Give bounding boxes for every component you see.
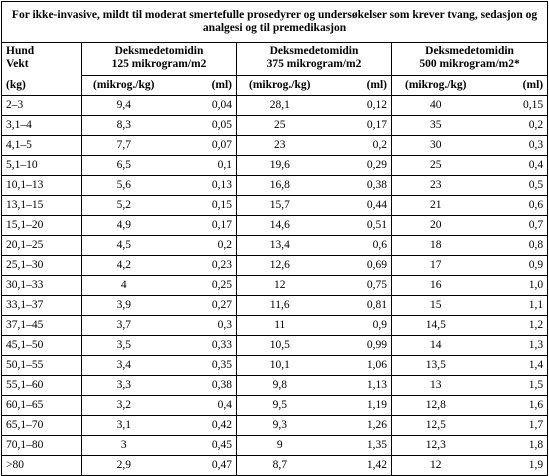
dose-125-ml-cell: 0,04 xyxy=(166,96,237,116)
group-header-125 xyxy=(82,43,237,76)
dose-125-ml-cell: 0,23 xyxy=(166,256,237,276)
unit-ml: (ml) xyxy=(323,76,392,96)
dose-375-mikrog-cell: 8,7 xyxy=(237,456,323,476)
table-row xyxy=(2,176,548,196)
dose-375-mikrog-cell: 9,3 xyxy=(237,416,323,436)
dose-375-mikrog-cell: 28,1 xyxy=(237,96,323,116)
dose-500-ml-cell: 0,3 xyxy=(480,136,548,156)
dose-500-ml-cell: 1,9 xyxy=(480,456,548,476)
group-name: Deksmedetomidin xyxy=(425,45,514,57)
dose-500-mikrog-cell: 14,5 xyxy=(392,316,480,336)
weight-cell: 50,1–55 xyxy=(2,356,82,376)
dose-375-ml-cell: 0,75 xyxy=(323,276,392,296)
dose-500-mikrog-cell: 20 xyxy=(392,216,480,236)
dose-500-ml-cell: 1,0 xyxy=(480,276,548,296)
dose-375-ml-cell: 0,44 xyxy=(323,196,392,216)
dose-500-mikrog-cell: 25 xyxy=(392,156,480,176)
dose-500-mikrog-cell: 13,5 xyxy=(392,356,480,376)
weight-cell: 5,1–10 xyxy=(2,156,82,176)
table-row xyxy=(2,296,548,316)
group-dose: 500 mikrogram/m2* xyxy=(419,58,520,70)
unit-ml: (ml) xyxy=(166,76,237,96)
dose-375-mikrog-cell: 11,6 xyxy=(237,296,323,316)
dose-375-mikrog-cell: 13,4 xyxy=(237,236,323,256)
weight-cell: 45,1–50 xyxy=(2,336,82,356)
table-row xyxy=(2,436,548,456)
group-dose: 125 mikrogram/m2 xyxy=(111,58,207,70)
dose-375-mikrog-cell: 23 xyxy=(237,136,323,156)
dose-500-mikrog-cell: 23 xyxy=(392,176,480,196)
kg-label: (kg) xyxy=(2,76,82,96)
dose-375-ml-cell: 0,9 xyxy=(323,316,392,336)
dose-375-ml-cell: 1,35 xyxy=(323,436,392,456)
dose-500-mikrog-cell: 17 xyxy=(392,256,480,276)
weight-cell: 4,1–5 xyxy=(2,136,82,156)
dose-125-ml-cell: 0,47 xyxy=(166,456,237,476)
dose-125-ml-cell: 0,25 xyxy=(166,276,237,296)
dose-375-mikrog-cell: 12 xyxy=(237,276,323,296)
dose-375-ml-cell: 0,29 xyxy=(323,156,392,176)
dose-375-mikrog-cell: 9,5 xyxy=(237,396,323,416)
group-dose: 375 mikrogram/m2 xyxy=(266,58,362,70)
dose-375-ml-cell: 1,13 xyxy=(323,376,392,396)
dose-375-ml-cell: 0,12 xyxy=(323,96,392,116)
table-row xyxy=(2,336,548,356)
dose-125-ml-cell: 0,42 xyxy=(166,416,237,436)
unit-ml: (ml) xyxy=(480,76,548,96)
weight-cell: 15,1–20 xyxy=(2,216,82,236)
dose-125-ml-cell: 0,45 xyxy=(166,436,237,456)
dose-500-mikrog-cell: 14 xyxy=(392,336,480,356)
dose-125-ml-cell: 0,27 xyxy=(166,296,237,316)
weight-cell: 3,1–4 xyxy=(2,116,82,136)
dose-125-ml-cell: 0,15 xyxy=(166,196,237,216)
dose-125-mikrog-cell: 3,3 xyxy=(82,376,166,396)
dose-500-mikrog-cell: 30 xyxy=(392,136,480,156)
table-row xyxy=(2,376,548,396)
dose-500-mikrog-cell: 13 xyxy=(392,376,480,396)
dose-125-mikrog-cell: 5,2 xyxy=(82,196,166,216)
dose-125-ml-cell: 0,4 xyxy=(166,396,237,416)
dose-125-ml-cell: 0,05 xyxy=(166,116,237,136)
dose-125-mikrog-cell: 4 xyxy=(82,276,166,296)
group-name: Deksmedetomidin xyxy=(114,45,204,57)
dose-500-ml-cell: 1,6 xyxy=(480,396,548,416)
dose-125-ml-cell: 0,17 xyxy=(166,216,237,236)
dose-500-mikrog-cell: 12 xyxy=(392,456,480,476)
table-row xyxy=(2,216,548,236)
dose-125-ml-cell: 0,35 xyxy=(166,356,237,376)
table-row xyxy=(2,196,548,216)
dose-500-ml-cell: 1,7 xyxy=(480,416,548,436)
unit-mikrog: (mikrog./kg) xyxy=(392,76,480,96)
dose-375-ml-cell: 0,99 xyxy=(323,336,392,356)
dose-125-ml-cell: 0,2 xyxy=(166,236,237,256)
dose-375-mikrog-cell: 9,8 xyxy=(237,376,323,396)
dose-125-ml-cell: 0,33 xyxy=(166,336,237,356)
group-name: Deksmedetomidin xyxy=(269,45,359,57)
dose-500-ml-cell: 1,1 xyxy=(480,296,548,316)
dose-500-ml-cell: 0,9 xyxy=(480,256,548,276)
table-row xyxy=(2,256,548,276)
dose-125-ml-cell: 0,07 xyxy=(166,136,237,156)
dose-125-mikrog-cell: 3,4 xyxy=(82,356,166,376)
dose-500-ml-cell: 1,8 xyxy=(480,436,548,456)
group-header-375 xyxy=(237,43,392,76)
table-row xyxy=(2,156,548,176)
dose-500-ml-cell: 1,2 xyxy=(480,316,548,336)
dose-375-mikrog-cell: 14,6 xyxy=(237,216,323,236)
table-row xyxy=(2,396,548,416)
dose-125-mikrog-cell: 3,9 xyxy=(82,296,166,316)
dose-500-ml-cell: 0,7 xyxy=(480,216,548,236)
dose-125-mikrog-cell: 4,5 xyxy=(82,236,166,256)
dose-500-mikrog-cell: 16 xyxy=(392,276,480,296)
dose-500-ml-cell: 0,5 xyxy=(480,176,548,196)
weight-cell: 13,1–15 xyxy=(2,196,82,216)
table-row xyxy=(2,456,548,476)
weight-cell: 25,1–30 xyxy=(2,256,82,276)
table-row xyxy=(2,116,548,136)
dose-125-mikrog-cell: 3,2 xyxy=(82,396,166,416)
dose-125-ml-cell: 0,1 xyxy=(166,156,237,176)
dose-500-ml-cell: 1,4 xyxy=(480,356,548,376)
unit-mikrog: (mikrog./kg) xyxy=(82,76,166,96)
dose-500-ml-cell: 0,15 xyxy=(480,96,548,116)
dose-500-mikrog-cell: 21 xyxy=(392,196,480,216)
dose-125-mikrog-cell: 2,9 xyxy=(82,456,166,476)
dose-125-ml-cell: 0,38 xyxy=(166,376,237,396)
unit-mikrog: (mikrog./kg) xyxy=(237,76,323,96)
weight-cell: 10,1–13 xyxy=(2,176,82,196)
dose-500-mikrog-cell: 12,8 xyxy=(392,396,480,416)
dose-375-ml-cell: 0,6 xyxy=(323,236,392,256)
dose-125-mikrog-cell: 8,3 xyxy=(82,116,166,136)
table-row xyxy=(2,236,548,256)
dose-500-mikrog-cell: 18 xyxy=(392,236,480,256)
table-row xyxy=(2,96,548,116)
table-row xyxy=(2,136,548,156)
table-row xyxy=(2,316,548,336)
table-title: For ikke-invasive, mildt til moderat smertefulle prosedyrer og undersøkelser som krever tvang, sedasjon og analgesi og til premedikasjon xyxy=(2,2,548,43)
dose-125-mikrog-cell: 9,4 xyxy=(82,96,166,116)
dose-375-mikrog-cell: 19,6 xyxy=(237,156,323,176)
table-row xyxy=(2,356,548,376)
dose-500-mikrog-cell: 35 xyxy=(392,116,480,136)
weight-cell: 2–3 xyxy=(2,96,82,116)
dose-375-ml-cell: 1,06 xyxy=(323,356,392,376)
dose-375-ml-cell: 0,17 xyxy=(323,116,392,136)
dose-375-ml-cell: 1,26 xyxy=(323,416,392,436)
weight-cell: 20,1–25 xyxy=(2,236,82,256)
dose-375-ml-cell: 1,42 xyxy=(323,456,392,476)
weight-cell: 55,1–60 xyxy=(2,376,82,396)
dose-500-mikrog-cell: 12,5 xyxy=(392,416,480,436)
dose-125-mikrog-cell: 3,7 xyxy=(82,316,166,336)
dose-125-mikrog-cell: 5,6 xyxy=(82,176,166,196)
dose-500-ml-cell: 0,2 xyxy=(480,116,548,136)
dose-375-mikrog-cell: 9 xyxy=(237,436,323,456)
dose-375-ml-cell: 0,38 xyxy=(323,176,392,196)
weight-cell: 65,1–70 xyxy=(2,416,82,436)
dose-375-mikrog-cell: 16,8 xyxy=(237,176,323,196)
dose-table xyxy=(1,1,548,476)
dose-375-mikrog-cell: 25 xyxy=(237,116,323,136)
dose-375-ml-cell: 0,2 xyxy=(323,136,392,156)
dose-125-ml-cell: 0,13 xyxy=(166,176,237,196)
dose-125-ml-cell: 0,3 xyxy=(166,316,237,336)
dose-500-ml-cell: 0,8 xyxy=(480,236,548,256)
dose-375-ml-cell: 0,69 xyxy=(323,256,392,276)
weight-cell: 60,1–65 xyxy=(2,396,82,416)
dose-375-ml-cell: 0,51 xyxy=(323,216,392,236)
dose-125-mikrog-cell: 7,7 xyxy=(82,136,166,156)
group-header-500 xyxy=(392,43,548,76)
dose-375-mikrog-cell: 15,7 xyxy=(237,196,323,216)
dose-125-mikrog-cell: 3,5 xyxy=(82,336,166,356)
dose-125-mikrog-cell: 3,1 xyxy=(82,416,166,436)
dose-500-ml-cell: 1,5 xyxy=(480,376,548,396)
dose-125-mikrog-cell: 4,9 xyxy=(82,216,166,236)
vekt-label: Vekt xyxy=(6,58,29,70)
dose-375-mikrog-cell: 10,5 xyxy=(237,336,323,356)
dose-500-mikrog-cell: 12,3 xyxy=(392,436,480,456)
dose-375-ml-cell: 1,19 xyxy=(323,396,392,416)
dose-375-mikrog-cell: 10,1 xyxy=(237,356,323,376)
dose-125-mikrog-cell: 6,5 xyxy=(82,156,166,176)
table-row xyxy=(2,276,548,296)
weight-cell: >80 xyxy=(2,456,82,476)
weight-cell: 33,1–37 xyxy=(2,296,82,316)
hund-label: Hund xyxy=(6,45,35,57)
dose-375-ml-cell: 0,81 xyxy=(323,296,392,316)
weight-cell: 30,1–33 xyxy=(2,276,82,296)
dose-500-mikrog-cell: 40 xyxy=(392,96,480,116)
dose-500-mikrog-cell: 15 xyxy=(392,296,480,316)
dose-500-ml-cell: 1,3 xyxy=(480,336,548,356)
weight-cell: 37,1–45 xyxy=(2,316,82,336)
table-row xyxy=(2,416,548,436)
dose-125-mikrog-cell: 4,2 xyxy=(82,256,166,276)
dose-500-ml-cell: 0,6 xyxy=(480,196,548,216)
dose-375-mikrog-cell: 12,6 xyxy=(237,256,323,276)
dose-500-ml-cell: 0,4 xyxy=(480,156,548,176)
dose-375-mikrog-cell: 11 xyxy=(237,316,323,336)
hund-vekt-header xyxy=(2,43,82,76)
weight-cell: 70,1–80 xyxy=(2,436,82,456)
dose-125-mikrog-cell: 3 xyxy=(82,436,166,456)
